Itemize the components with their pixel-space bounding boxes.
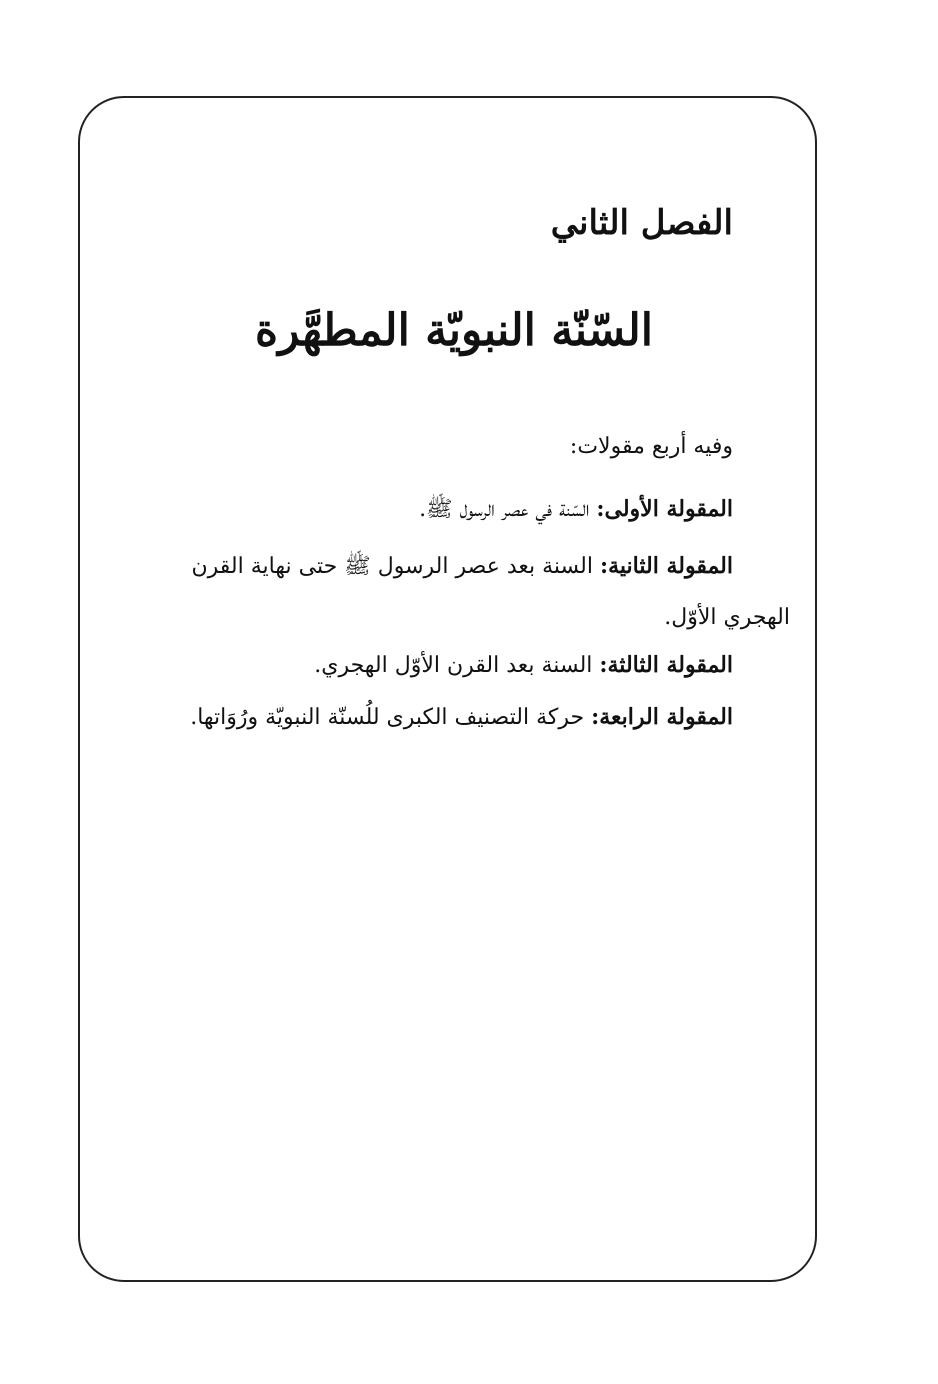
item-text: السنة بعد القرن الأوّل الهجري. (314, 653, 593, 678)
chapter-label: الفصل الثاني (550, 203, 733, 243)
list-item (419, 484, 733, 535)
chapter-title: السّنّة النبويّة المطهَّرة (255, 305, 653, 356)
item-label: المقولة الأولى: (596, 496, 733, 522)
intro-text: وفيه أربع مقولات: (569, 434, 733, 459)
item-text: السنة بعد عصر الرسول ﷺ حتى نهاية القرن (191, 554, 593, 579)
item-text: السّنة في عصر الرسول ﷺ. (419, 497, 590, 522)
list-item-continuation: الهجري الأوّل. (664, 605, 790, 630)
list-item (100, 540, 733, 593)
list-item (314, 640, 733, 691)
item-label: المقولة الثالثة: (599, 652, 733, 678)
item-label: المقولة الثانية: (599, 553, 733, 579)
item-label: المقولة الرابعة: (591, 704, 733, 730)
list-item (190, 692, 733, 743)
item-text: حركة التصنيف الكبرى للُسنّة النبويّة ورُوَاتها. (190, 705, 585, 730)
